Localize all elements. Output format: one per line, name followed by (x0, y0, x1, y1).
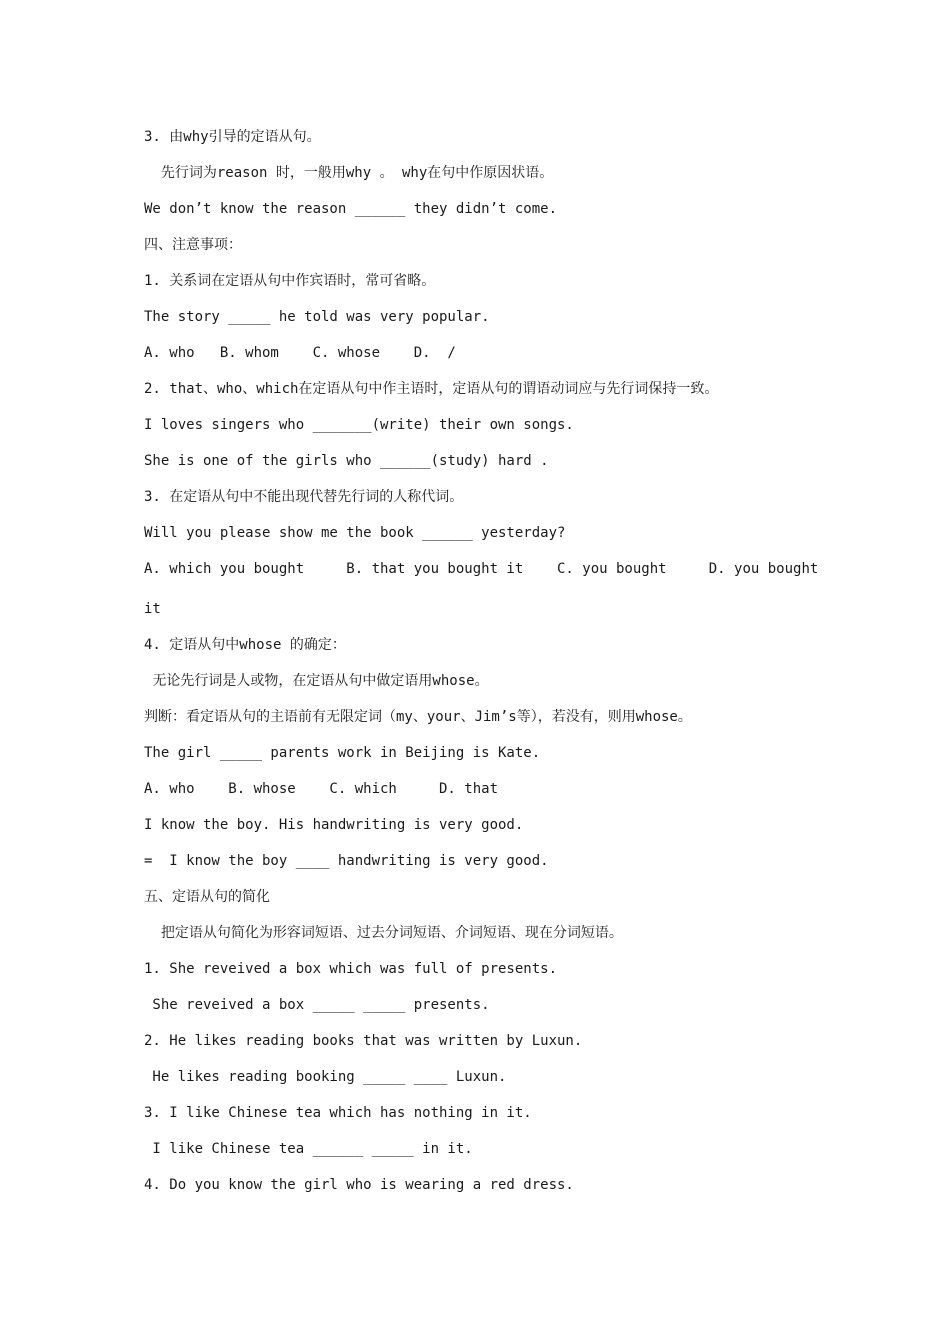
text-line: 3. 在定语从句中不能出现代替先行词的人称代词。 (144, 489, 464, 505)
text-line: The girl _____ parents work in Beijing is Kate. (144, 745, 541, 761)
text-line: 2. He likes reading books that was written by Luxun. (144, 1033, 583, 1049)
text-line: The story _____ he told was very popular. (144, 309, 490, 325)
section-heading: 四、注意事项： (144, 237, 242, 253)
text-line: 3. I like Chinese tea which has nothing in it. (144, 1105, 532, 1121)
text-line: 4. 定语从句中whose 的确定： (144, 637, 346, 653)
text-line: it (144, 601, 161, 617)
text-line: 先行词为reason 时，一般用why 。 why在句中作原因状语。 (144, 165, 554, 181)
answer-options: A. which you bought B. that you bought it C. you bought D. you bought (144, 561, 819, 577)
answer-options: A. who B. whose C. which D. that (144, 781, 499, 797)
text-line: 无论先行词是人或物，在定语从句中做定语用whose。 (144, 673, 489, 689)
text-line: Will you please show me the book ______ yesterday? (144, 525, 566, 541)
text-line: 1. She reveived a box which was full of presents. (144, 961, 558, 977)
text-line: = I know the boy ____ handwriting is very good. (144, 853, 549, 869)
text-line: I loves singers who _______(write) their own songs. (144, 417, 574, 433)
section-heading: 五、定语从句的简化 (144, 889, 270, 905)
text-line: She is one of the girls who ______(study) hard . (144, 453, 549, 469)
text-line: He likes reading booking _____ ____ Luxun. (144, 1069, 507, 1085)
text-line: I like Chinese tea ______ _____ in it. (144, 1141, 473, 1157)
text-line: We don’t know the reason ______ they didn’t come. (144, 201, 558, 217)
answer-options: A. who B. whom C. whose D. / (144, 345, 456, 361)
text-line: 4. Do you know the girl who is wearing a red dress. (144, 1177, 574, 1193)
text-line: 3. 由why引导的定语从句。 (144, 129, 321, 145)
text-line: 1. 关系词在定语从句中作宾语时，常可省略。 (144, 273, 436, 289)
text-line: She reveived a box _____ _____ presents. (144, 997, 490, 1013)
text-line: I know the boy. His handwriting is very good. (144, 817, 524, 833)
text-line: 2. that、who、which在定语从句中作主语时，定语从句的谓语动词应与先行词保持一致。 (144, 381, 719, 397)
text-line: 把定语从句简化为形容词短语、过去分词短语、介词短语、现在分词短语。 (144, 925, 623, 941)
text-line: 判断：看定语从句的主语前有无限定词（my、your、Jim’s等），若没有，则用whose。 (144, 709, 692, 725)
